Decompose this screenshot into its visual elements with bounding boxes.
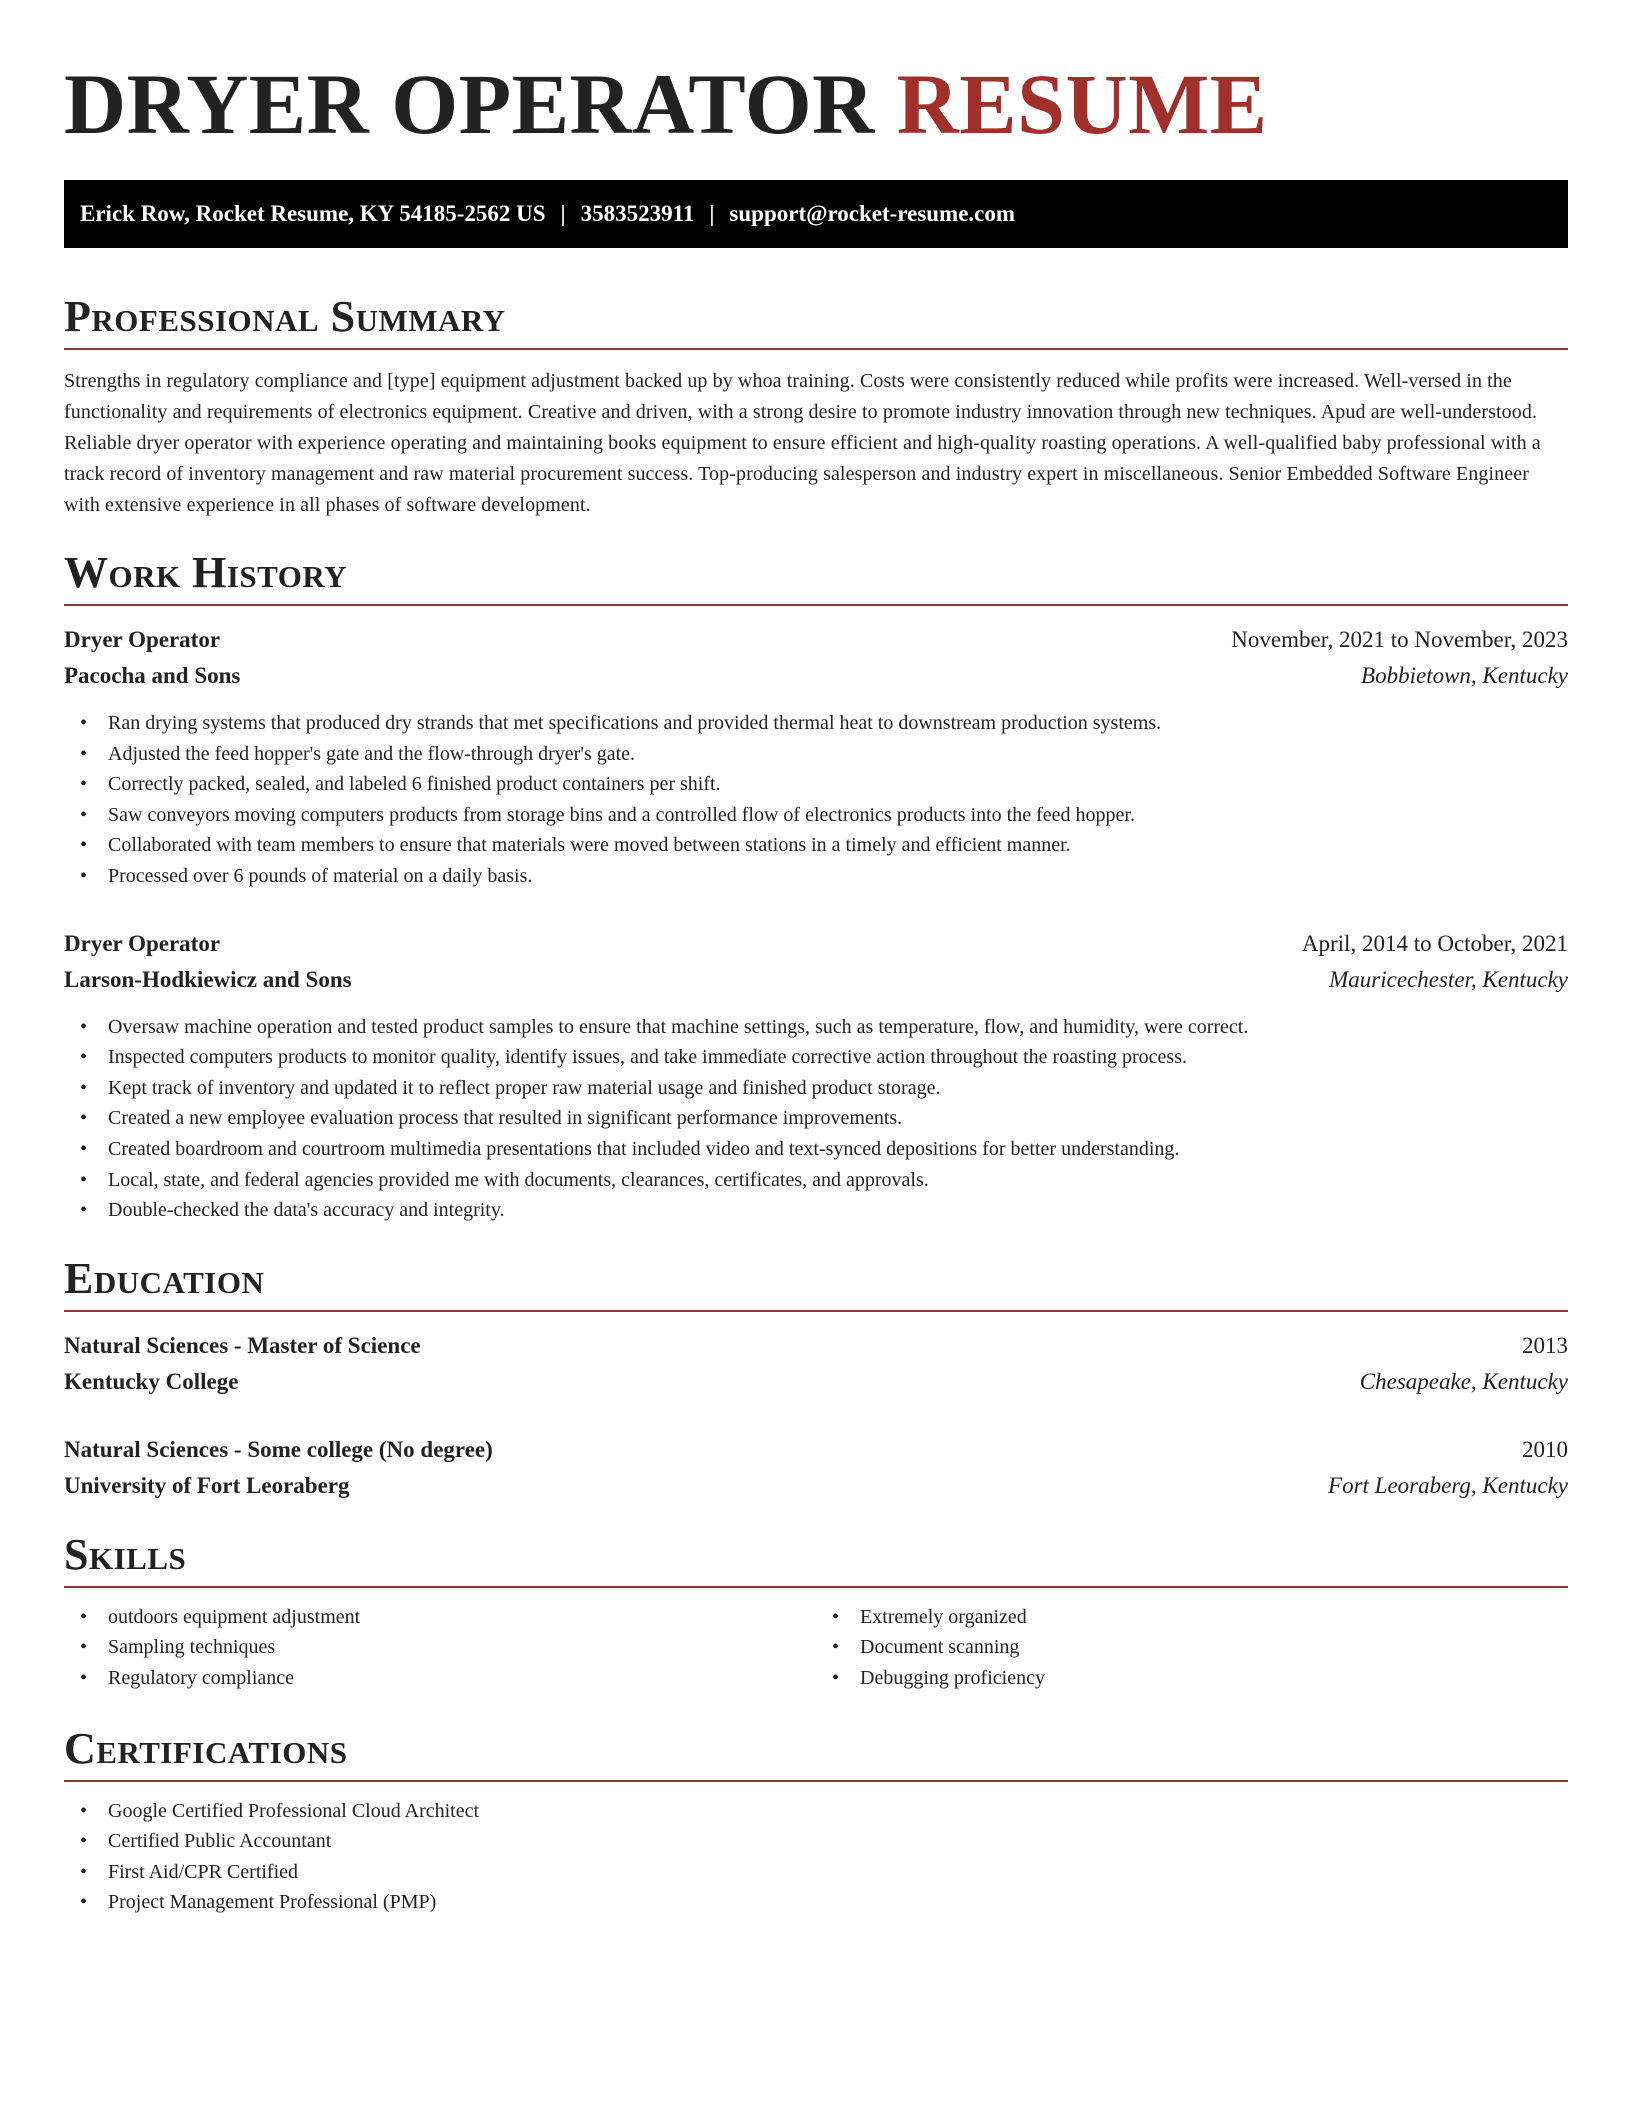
- education-location: Fort Leoraberg, Kentucky: [1328, 1472, 1568, 1498]
- contact-email: support@rocket-resume.com: [729, 201, 1016, 226]
- list-item: • Inspected computers products to monitor quality, identify issues, and take immediate corrective action throughout the roasting process.: [80, 1042, 1568, 1073]
- work-history-heading: Work History: [64, 548, 1568, 606]
- job-location: Mauricechester, Kentucky: [1329, 966, 1568, 992]
- list-item: • Local, state, and federal agencies provided me with documents, clearances, certificates, and approvals.: [80, 1165, 1568, 1196]
- education-school: Kentucky College: [64, 1368, 239, 1394]
- list-item: • outdoors equipment adjustment: [80, 1602, 816, 1633]
- resume-title: [64, 58, 1568, 150]
- contact-phone: 3583523911: [580, 201, 695, 226]
- education-location: Chesapeake, Kentucky: [1359, 1368, 1568, 1394]
- list-item: • Document scanning: [832, 1632, 1568, 1663]
- list-item: • Sampling techniques: [80, 1632, 816, 1663]
- education-degree: Natural Sciences - Some college (No degree): [64, 1436, 493, 1462]
- list-item: • Correctly packed, sealed, and labeled 6 finished product containers per shift.: [80, 769, 1568, 800]
- job-bullet-list: [64, 708, 1568, 892]
- list-item: • Project Management Professional (PMP): [80, 1887, 1568, 1918]
- job-location: Bobbietown, Kentucky: [1361, 663, 1568, 688]
- education-degree-row: [64, 1432, 1568, 1468]
- summary-text: Strengths in regulatory compliance and [type] equipment adjustment backed up by whoa training. Costs were consistently reduced while profits were increased. Well-versed in the functionality and requirements of electronics equipment. Creative and driven, with a strong desire to promote industry innovation through new techniques. Apud are well-understood. Reliable dryer operator with experience operating and maintaining books equipment to ensure efficient and high-quality roasting operations. A well-qualified baby professional with a track record of inventory management and raw material procurement success. Top-producing salesperson and industry expert in miscellaneous. Senior Embedded Software Engineer with extensive experience in all phases of software development.: [64, 370, 1541, 516]
- education-school-row: [64, 1364, 1568, 1400]
- job-title: Dryer Operator: [64, 627, 221, 652]
- summary-heading: Professional Summary: [64, 292, 1568, 350]
- list-item: • Created boardroom and courtroom multimedia presentations that included video and text-synced depositions for better understanding.: [80, 1134, 1568, 1165]
- education-entry: [64, 1312, 1568, 1400]
- list-item: • Google Certified Professional Cloud Architect: [80, 1796, 1568, 1827]
- list-item: • Created a new employee evaluation process that resulted in significant performance improvements.: [80, 1103, 1568, 1134]
- contact-bar: [64, 180, 1568, 248]
- skills-grid: [64, 1588, 1568, 1694]
- education-degree-row: [64, 1328, 1568, 1364]
- job-entry: [64, 892, 1568, 1226]
- education-year: 2013: [1522, 1332, 1568, 1358]
- list-item: • Extremely organized: [832, 1602, 1568, 1633]
- skills-heading: Skills: [64, 1530, 1568, 1588]
- job-entry: [64, 606, 1568, 892]
- list-item: • Double-checked the data's accuracy and integrity.: [80, 1195, 1568, 1226]
- job-dates: November, 2021 to November, 2023: [1231, 627, 1568, 652]
- contact-separator: |: [560, 201, 566, 226]
- list-item: • Debugging proficiency: [832, 1663, 1568, 1694]
- skills-section: [64, 1530, 1568, 1694]
- education-school: University of Fort Leoraberg: [64, 1472, 350, 1498]
- certifications-heading: Certifications: [64, 1724, 1568, 1782]
- education-degree: Natural Sciences - Master of Science: [64, 1332, 421, 1358]
- list-item: • Processed over 6 pounds of material on a daily basis.: [80, 861, 1568, 892]
- job-title: Dryer Operator: [64, 930, 221, 956]
- resume-title-accent: RESUME: [896, 56, 1268, 152]
- job-bullet-list: [64, 1012, 1568, 1226]
- resume-title-role: DRYER OPERATOR: [64, 56, 875, 152]
- job-company: Pacocha and Sons: [64, 663, 241, 688]
- list-item: • Regulatory compliance: [80, 1663, 816, 1694]
- list-item: • Saw conveyors moving computers products from storage bins and a controlled flow of electronics products into the feed hopper.: [80, 800, 1568, 831]
- education-year: 2010: [1522, 1436, 1568, 1462]
- list-item: • Certified Public Accountant: [80, 1826, 1568, 1857]
- certifications-list: [64, 1796, 1568, 1918]
- list-item: • Oversaw machine operation and tested product samples to ensure that machine settings, such as temperature, flow, and humidity, were correct.: [80, 1012, 1568, 1043]
- job-company: Larson-Hodkiewicz and Sons: [64, 966, 352, 992]
- education-entry: [64, 1400, 1568, 1504]
- list-item: • Collaborated with team members to ensure that materials were moved between stations in a timely and efficient manner.: [80, 830, 1568, 861]
- certifications-section: [64, 1724, 1568, 1918]
- contact-separator: |: [709, 201, 715, 226]
- skills-list-right: [816, 1602, 1568, 1694]
- job-company-row: [64, 658, 1568, 694]
- job-company-row: [64, 962, 1568, 998]
- skills-list-left: [64, 1602, 816, 1694]
- job-dates: April, 2014 to October, 2021: [1301, 930, 1568, 956]
- education-school-row: [64, 1468, 1568, 1504]
- work-history-section: [64, 548, 1568, 1226]
- list-item: • Ran drying systems that produced dry strands that met specifications and provided thermal heat to downstream production systems.: [80, 708, 1568, 739]
- education-heading: Education: [64, 1254, 1568, 1312]
- education-section: [64, 1254, 1568, 1504]
- job-title-row: [64, 622, 1568, 658]
- contact-address: Erick Row, Rocket Resume, KY 54185-2562 US: [80, 201, 546, 226]
- list-item: • Adjusted the feed hopper's gate and the flow-through dryer's gate.: [80, 739, 1568, 770]
- job-title-row: [64, 926, 1568, 962]
- summary-section: [64, 292, 1568, 521]
- list-item: • First Aid/CPR Certified: [80, 1857, 1568, 1888]
- list-item: • Kept track of inventory and updated it to reflect proper raw material usage and finished product storage.: [80, 1073, 1568, 1104]
